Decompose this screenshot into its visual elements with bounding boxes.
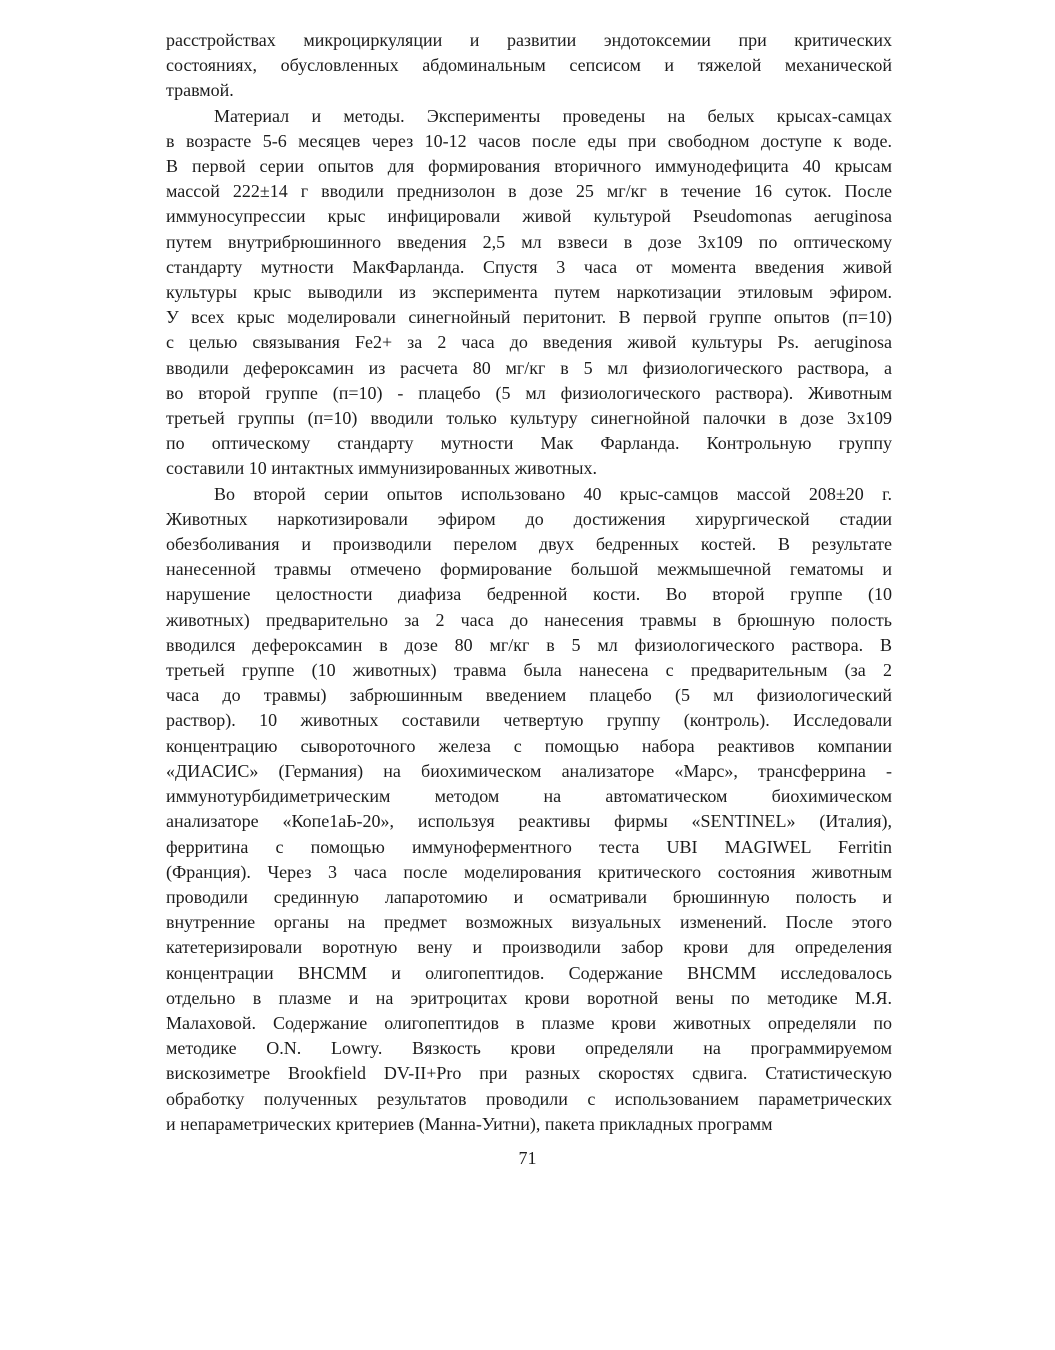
text-line: часа до травмы) забрюшинным введением плацебо (5 мл физиологический (166, 685, 892, 706)
text-line: массой 222±14 г вводили преднизолон в дозе 25 мг/кг в течение 16 суток. После (166, 181, 892, 202)
text-line: В первой серии опытов для формирования вторичного иммунодефицита 40 крысам (166, 156, 892, 177)
body-text (166, 28, 892, 1137)
page-number: 71 (518, 1148, 537, 1168)
text-line: Материал и методы. Эксперименты проведены на белых крысах-самцах (214, 105, 892, 126)
text-line: внутренние органы на предмет возможных визуальных изменений. После этого (166, 912, 892, 933)
text-line: У всех крыс моделировали синегнойный перитонит. В первой группе опытов (п=10) (166, 307, 892, 328)
text-line: анализаторе «Копе1аЬ-20», используя реактивы фирмы «SENTINEL» (Италия), (166, 811, 892, 832)
text-line: методике O.N. Lowry. Вязкость крови определяли на программируемом (166, 1038, 892, 1059)
text-line: с целью связывания Fe2+ за 2 часа до введения живой культуры Ps. aeruginosa (166, 332, 892, 353)
text-line: вискозиметре Brookfield DV-II+Pro при разных скоростях сдвига. Статистическую (166, 1063, 892, 1084)
text-line: отдельно в плазме и на эритроцитах крови воротной вены по методике М.Я. (166, 987, 892, 1008)
text-line: катетеризировали воротную вену и производили забор крови для определения (166, 937, 892, 958)
text-line: Малаховой. Содержание олигопептидов в плазме крови животных определяли по (166, 1012, 892, 1033)
text-line: Животных наркотизировали эфиром до достижения хирургической стадии (166, 508, 892, 529)
text-line: по оптическому стандарту мутности Мак Фарланда. Контрольную группу (166, 433, 892, 454)
text-line: расстройствах микроциркуляции и развитии эндотоксемии при критических (166, 30, 892, 50)
text-line: иммунотурбидиметрическим методом на автоматическом биохимическом (166, 786, 892, 807)
text-line: обезболивания и производили перелом двух бедренных костей. В результате (166, 534, 892, 555)
text-line: во второй группе (п=10) - плацебо (5 мл физиологического раствора). Животным (166, 382, 892, 403)
text-line: и непараметрических критериев (Манна-Уитни), пакета прикладных программ (166, 1113, 773, 1134)
text-line: вводился дефероксамин в дозе 80 мг/кг в 5 мл физиологического раствора. В (166, 634, 892, 655)
text-line: третьей группы (п=10) вводили только культуру синегнойной палочки в дозе 3x109 (166, 408, 892, 429)
text-line: вводили дефероксамин из расчета 80 мг/кг в 5 мл физиологического раствора, а (166, 357, 892, 378)
text-line: раствор). 10 животных составили четвертую группу (контроль). Исследовали (166, 710, 892, 731)
text-line: животных) предварительно за 2 часа до нанесения травмы в брюшную полость (166, 609, 892, 630)
text-line: концентрации ВНСММ и олигопептидов. Содержание ВНСММ исследовалось (166, 962, 892, 983)
text-line: (Франция). Через 3 часа после моделирования критического состояния животным (166, 861, 892, 882)
text-line: Во второй серии опытов использовано 40 крыс-самцов массой 208±20 г. (214, 483, 892, 504)
paragraph (166, 482, 892, 1137)
text-line: иммуносупрессии крыс инфицировали живой культурой Pseudomonas aeruginosa (166, 206, 892, 227)
text-line: проводили срединную лапаротомию и осматривали брюшинную полость и (166, 886, 892, 907)
text-line: концентрацию сывороточного железа с помощью набора реактивов компании (166, 735, 892, 756)
text-line: третьей группе (10 животных) травма была нанесена с предварительным (за 2 (166, 660, 892, 681)
text-line: культуры крыс выводили из эксперимента путем наркотизации этиловым эфиром. (166, 282, 892, 303)
text-line: ферритина с помощью иммуноферментного теста UBI MAGIWEL Ferritin (166, 836, 892, 857)
text-line: путем внутрибрюшинного введения 2,5 мл взвеси в дозе 3x109 по оптическому (166, 231, 892, 252)
paragraph (166, 104, 892, 482)
text-line: стандарту мутности МакФарланда. Спустя 3 часа от момента введения живой (166, 256, 892, 277)
text-line: нанесенной травмы отмечено формирование большой межмышечной гематомы и (166, 559, 892, 580)
text-line: «ДИАСИС» (Германия) на биохимическом анализаторе «Марс», трансферрина - (166, 760, 892, 781)
paragraph (166, 28, 892, 104)
text-line: обработку полученных результатов проводили с использованием параметрических (166, 1088, 892, 1109)
text-line: нарушение целостности диафиза бедренной кости. Во второй группе (10 (166, 584, 892, 605)
text-line: составили 10 интактных иммунизированных животных. (166, 458, 598, 479)
text-line: травмой. (166, 80, 234, 101)
text-line: в возрасте 5-6 месяцев через 10-12 часов после еды при свободном доступе к воде. (166, 130, 892, 151)
text-line: состояниях, обусловленных абдоминальным сепсисом и тяжелой механической (166, 55, 892, 76)
